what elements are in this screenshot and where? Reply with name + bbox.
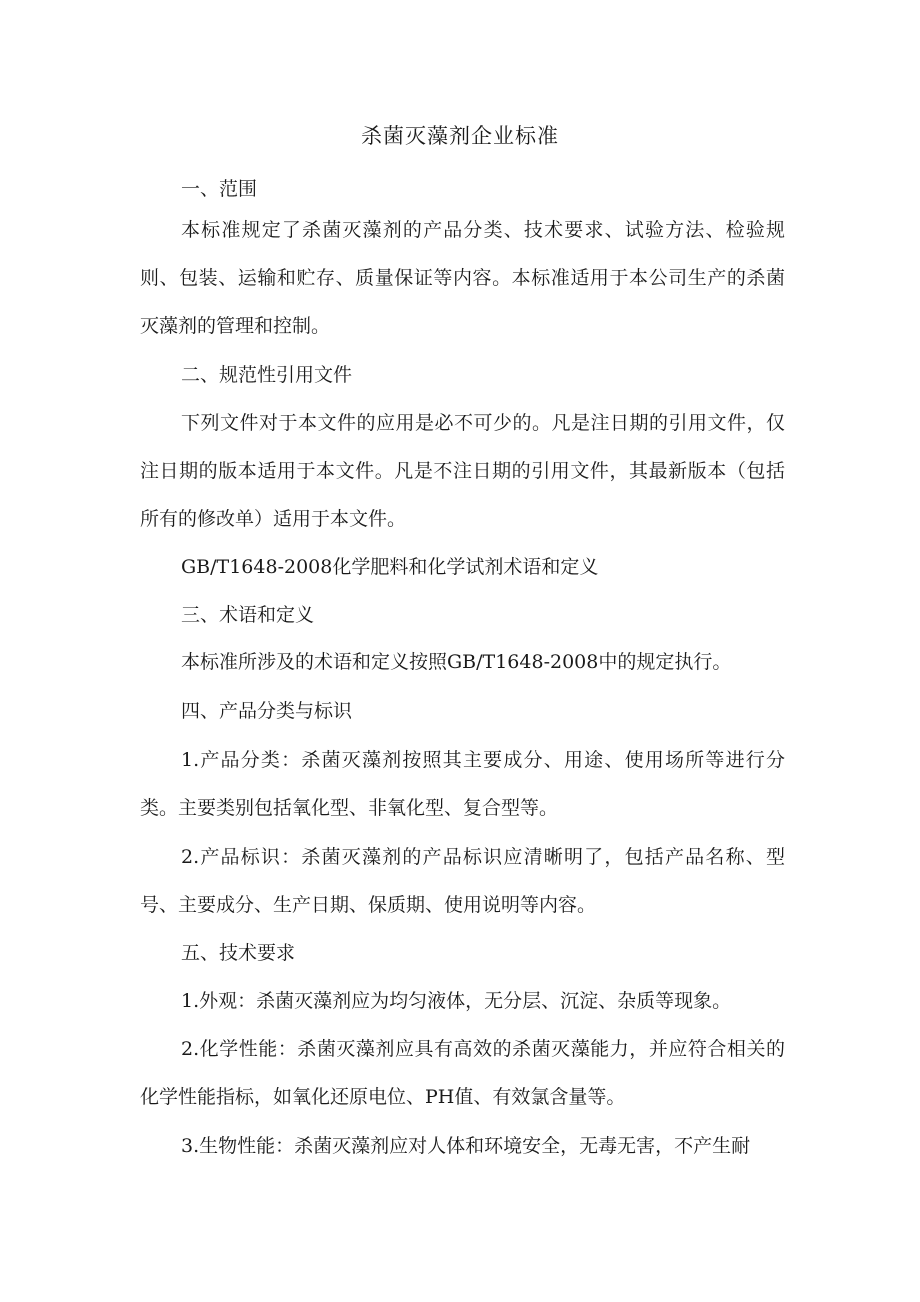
paragraph-classification: 1.产品分类：杀菌灭藻剂按照其主要成分、用途、使用场所等进行分类。主要类别包括氧化型、非氧化型、复合型等。 — [140, 749, 785, 819]
paragraph-references: 下列文件对于本文件的应用是必不可少的。凡是注日期的引用文件，仅注日期的版本适用于本文件。凡是不注日期的引用文件，其最新版本（包括所有的修改单）适用于本文件。 — [140, 412, 785, 530]
paragraph-reference-standard: GB/T1648-2008化学肥料和化学试剂术语和定义 — [181, 556, 599, 578]
section-heading-classification: 四、产品分类与标识 — [181, 700, 353, 722]
section-heading-terms: 三、术语和定义 — [181, 604, 315, 626]
paragraph-appearance: 1.外观：杀菌灭藻剂应为均匀液体，无分层、沉淀、杂质等现象。 — [181, 990, 732, 1012]
paragraph-terms: 本标准所涉及的术语和定义按照GB/T1648-2008中的规定执行。 — [181, 651, 732, 673]
paragraph-chemical-performance: 2.化学性能：杀菌灭藻剂应具有高效的杀菌灭藻能力，并应符合相关的化学性能指标，如氧化还原电位、PH值、有效氯含量等。 — [140, 1038, 785, 1108]
paragraph-labeling: 2.产品标识：杀菌灭藻剂的产品标识应清晰明了，包括产品名称、型号、主要成分、生产日期、保质期、使用说明等内容。 — [140, 846, 785, 916]
section-heading-scope: 一、范围 — [181, 178, 258, 200]
section-heading-references: 二、规范性引用文件 — [181, 364, 353, 386]
paragraph-biological-performance: 3.生物性能：杀菌灭藻剂应对人体和环境安全，无毒无害，不产生耐 — [181, 1135, 751, 1157]
paragraph-scope: 本标准规定了杀菌灭藻剂的产品分类、技术要求、试验方法、检验规则、包装、运输和贮存、质量保证等内容。本标准适用于本公司生产的杀菌灭藻剂的管理和控制。 — [140, 219, 785, 337]
section-heading-technical: 五、技术要求 — [181, 942, 296, 964]
document-title: 杀菌灭藻剂企业标准 — [361, 124, 559, 148]
